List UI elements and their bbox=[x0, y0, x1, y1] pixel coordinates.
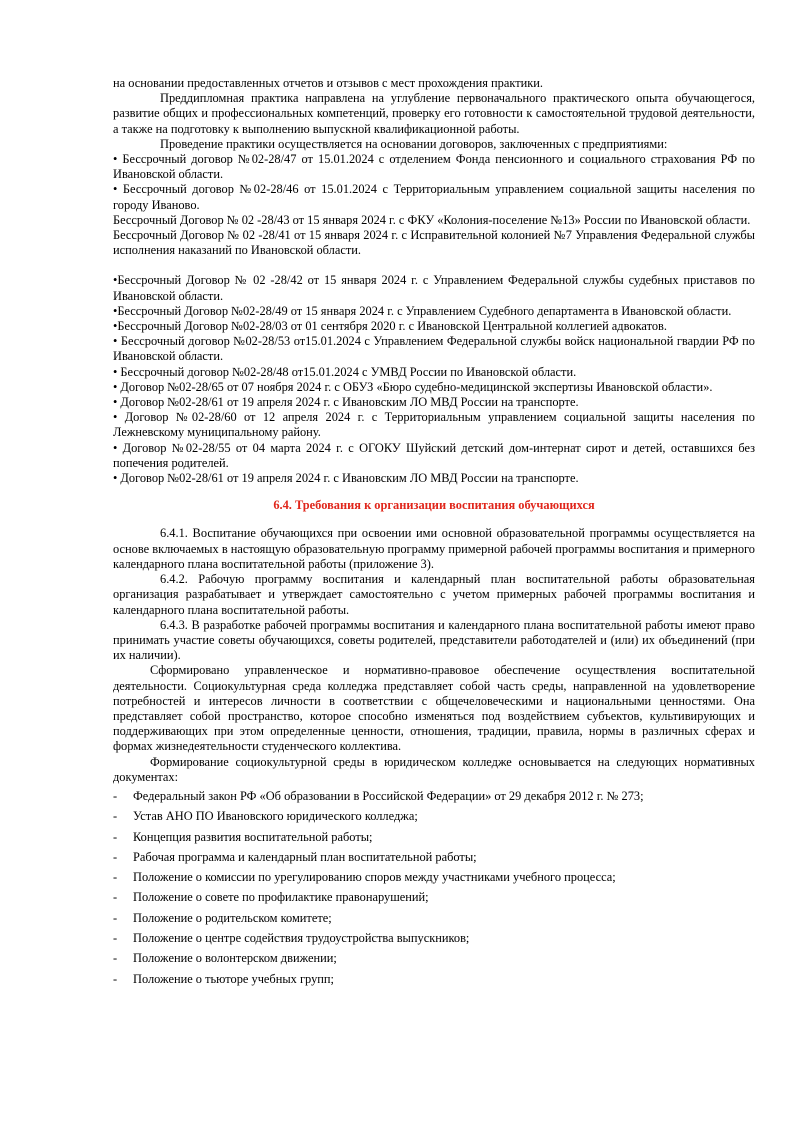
dash-marker: - bbox=[113, 870, 118, 885]
dash-marker: - bbox=[113, 951, 118, 966]
paragraph-environment: Сформировано управленческое и нормативно-правовое обеспечение осуществления воспитательной деятельности. Социокультурная среда колледжа представляет собой часть среды, направленной на удовлетворение потребностей и интересов личности в соответствии с общечеловеческими и национальными ценностями. Она представляет собой пространство, которое способно изменяться под воздействием субъектов, культивирующих и поддерживающих при этом определенные ценности, отношения, традиции, правила, нормы в различных сферах и формах жизнедеятельности студенческого коллектива. bbox=[113, 663, 755, 754]
contract-item: • Договор №02-28/65 от 07 ноября 2024 г. с ОБУЗ «Бюро судебно-медицинской экспертизы Ивановской области». bbox=[113, 379, 713, 394]
dash-marker: - bbox=[113, 809, 118, 824]
intro-line: на основании предоставленных отчетов и отзывов с мест прохождения практики. bbox=[113, 76, 544, 90]
document-page bbox=[113, 76, 755, 992]
contract-item: • Договор №02-28/61 от 19 апреля 2024 г. с Ивановским ЛО МВД России на транспорте. bbox=[113, 395, 579, 410]
document-list-item: - Федеральный закон РФ «Об образовании в Российской Федерации» от 29 декабря 2012 г. № 273; bbox=[113, 788, 644, 803]
contract-item: • Бессрочный договор №02-28/46 от 15.01.2024 с Территориальным управлением социальной защиты населения по городу Иваново. bbox=[113, 182, 755, 212]
contract-item: • Договор №02-28/60 от 12 апреля 2024 г. с Территориальным управлением социальной защиты населения по Лежневскому муниципальному району. bbox=[113, 410, 755, 440]
contract-item: • Договор №02-28/55 от 04 марта 2024 г. с ОГОКУ Шуйский детский дом-интернат сирот и детей, оставшихся без попечения родителей. bbox=[113, 440, 755, 470]
document-list-item: - Положение о тьюторе учебных групп; bbox=[113, 971, 334, 986]
contract-item: •Бессрочный Договор №02-28/49 от 15 января 2024 г. с Управлением Судебного департамента в Ивановской области. bbox=[113, 303, 732, 318]
contract-item: • Бессрочный договор №02-28/48 от15.01.2024 с УМВД России по Ивановской области. bbox=[113, 364, 577, 379]
paragraph-documents-intro: Формирование социокультурной среды в юридическом колледже основывается на следующих нормативных документах: bbox=[113, 754, 755, 784]
blank-line bbox=[113, 258, 755, 273]
dash-marker: - bbox=[113, 910, 118, 925]
document-list-item: - Концепция развития воспитательной работы; bbox=[113, 829, 373, 844]
contract-item: •Бессрочный Договор №02-28/03 от 01 сентября 2020 г. с Ивановской Центральной коллегией адвокатов. bbox=[113, 319, 667, 334]
documents-list bbox=[113, 789, 755, 987]
paragraph-6-4-1: 6.4.1. Воспитание обучающихся при освоении ими основной образовательной программы осуществляется на основе включаемых в настоящую образовательную программу примерной рабочей программы воспитания и примерного календарного плана воспитательной работы (приложение 3). bbox=[113, 526, 755, 571]
contracts-list-b bbox=[113, 273, 755, 486]
document-list-item: - Положение о центре содействия трудоустройства выпускников; bbox=[113, 931, 470, 946]
document-list-item: - Рабочая программа и календарный план воспитательной работы; bbox=[113, 849, 477, 864]
document-list-item: - Положение о комиссии по урегулированию споров между участниками учебного процесса; bbox=[113, 870, 616, 885]
document-list-item: - Устав АНО ПО Ивановского юридического колледжа; bbox=[113, 809, 418, 824]
dash-marker: - bbox=[113, 890, 118, 905]
contract-item: • Бессрочный договор №02-28/53 от15.01.2024 с Управлением Федеральной службы войск национальной гвардии РФ по Ивановской области. bbox=[113, 334, 755, 364]
contract-item: •Бессрочный Договор № 02 -28/42 от 15 января 2024 г. с Управлением Федеральной службы судебных приставов по Ивановской области. bbox=[113, 273, 755, 303]
paragraph-6-4-3: 6.4.3. В разработке рабочей программы воспитания и календарного плана воспитательной работы имеют право принимать участие советы обучающихся, советы родителей, представители работодателей и (или) их объединений (при их наличии). bbox=[113, 617, 755, 663]
contract-item: • Бессрочный договор №02-28/47 от 15.01.2024 с отделением Фонда пенсионного и социального страхования РФ по Ивановской области. bbox=[113, 152, 755, 182]
paragraph-contracts-intro: Проведение практики осуществляется на основании договоров, заключенных с предприятиями: bbox=[160, 136, 668, 151]
document-list-item: - Положение о родительском комитете; bbox=[113, 910, 332, 925]
paragraph-6-4-2: 6.4.2. Рабочую программу воспитания и календарный план воспитательной работы образовательная организация разрабатывает и утверждает самостоятельно с учетом примерных рабочей программы воспитания и календарного плана воспитательной работы. bbox=[113, 572, 755, 617]
dash-marker: - bbox=[113, 829, 118, 844]
contract-item: Бессрочный Договор № 02 -28/43 от 15 января 2024 г. с ФКУ «Колония-поселение №13» России по Ивановской области. bbox=[113, 212, 751, 227]
section-heading: 6.4. Требования к организации воспитания обучающихся bbox=[273, 498, 595, 513]
dash-marker: - bbox=[113, 931, 118, 946]
paragraph-practice-goal: Преддипломная практика направлена на углубление первоначального практического опыта обучающегося, развитие общих и профессиональных компетенций, проверку его готовности к самостоятельной трудовой деятельности, а также на подготовку к выполнению выпускной квалификационной работы. bbox=[113, 91, 755, 136]
document-list-item: - Положение о волонтерском движении; bbox=[113, 951, 337, 966]
document-list-item: - Положение о совете по профилактике правонарушений; bbox=[113, 890, 429, 905]
contract-item: • Договор №02-28/61 от 19 апреля 2024 г. с Ивановским ЛО МВД России на транспорте. bbox=[113, 471, 579, 486]
contracts-list-a bbox=[113, 152, 755, 258]
dash-marker: - bbox=[113, 788, 118, 803]
dash-marker: - bbox=[113, 971, 118, 986]
dash-marker: - bbox=[113, 849, 118, 864]
contract-item: Бессрочный Договор № 02 -28/41 от 15 января 2024 г. с Исправительной колонией №7 Управления Федеральной службы исполнения наказаний по Ивановской области. bbox=[113, 228, 755, 258]
